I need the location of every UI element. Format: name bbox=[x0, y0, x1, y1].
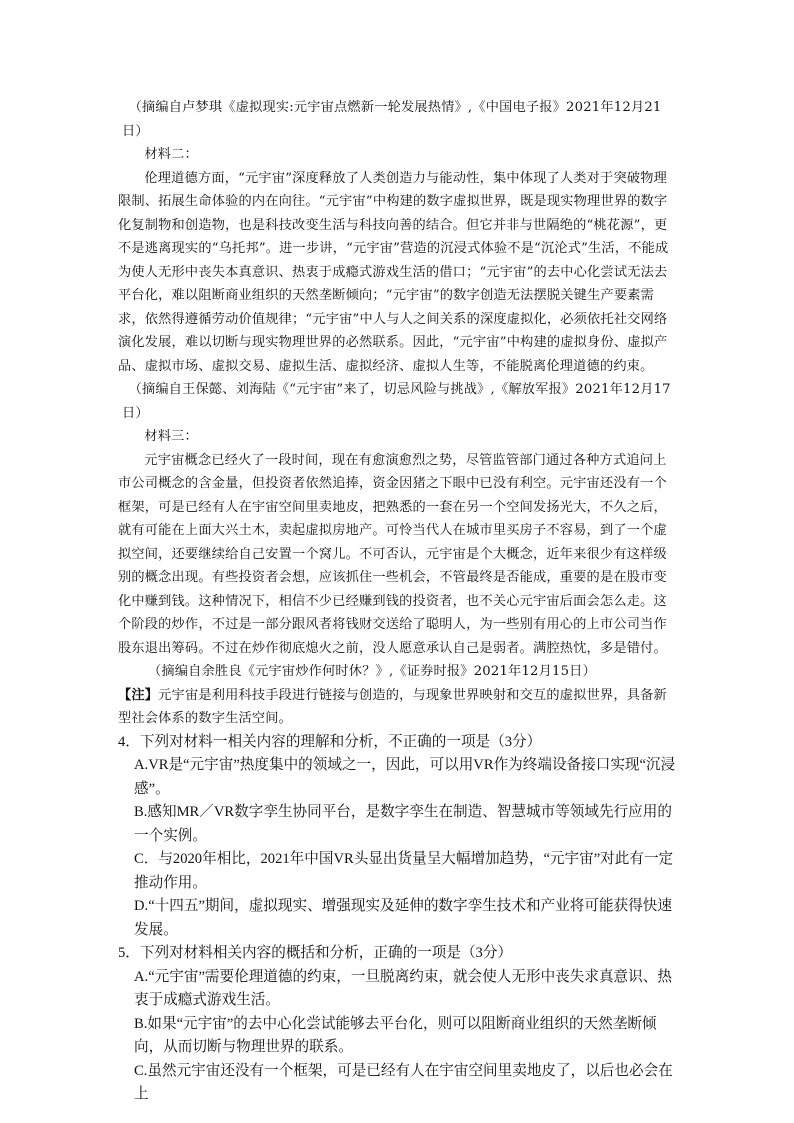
note-body: 元宇宙是利用科技手段进行链接与创造的，与现象世界映射和交互的虚拟世界，具备新型社会体系的数字生活空间。 bbox=[118, 687, 667, 726]
material-3-body: 元宇宙概念已经火了一段时间，现在有愈演愈烈之势，尽管监管部门通过各种方式追问上市公司概念的含金量，但投资者依然追捧，资金因猪之下眼中已没有利空。元宇宙还没有一个框架，可是已经有人在宇宙空间里卖地皮，把熟悉的一套在另一个空间发扬光大，不久之后，就有可能在上面大兴土木，卖起虚拟房地产。可怜当代人在城市里买房子不容易，到了一个虚拟空间，还要继续给自己安置一个窝儿。不可否认，元宇宙是个大概念，近年来很少有这样级别的概念出现。有些投资者会想，应该抓住一些机会，不管最终是否能成，重要的是在股市变化中赚到钱。这种情况下，相信不少已经赚到钱的投资者，也不关心元宇宙后面会怎么走。这个阶段的炒作，不过是一部分跟风者将钱财交送给了聪明人，为一些别有用心的上市公司当作股东退出筹码。不过在炒作彻底熄火之前，没人愿意承认自己是弱者。满腔热忱，多是错付。 bbox=[118, 452, 667, 656]
question-4-stem: 4．下列对材料一相关内容的理解和分析，不正确的一项是（3分） bbox=[118, 733, 542, 750]
material-2-heading: 材料二： bbox=[144, 147, 198, 162]
question-4-option-d: D.“十四五”期间，虚拟现实、增强现实及延伸的数字孪生技术和产业将可能获得快速发展。 bbox=[134, 898, 672, 938]
material-2-body: 伦理道德方面，“元宇宙”深度释放了人类创造力与能动性，集中体现了人类对于突破物理限制、拓展生命体验的内在向往。“元宇宙”中构建的数字虚拟世界，既是现实物理世界的数字化复制物和创造物，也是科技改变生活与科技向善的结合。但它并非与世隔绝的“桃花源”，更不是逃离现实的“乌托邦”。进一步讲，“元宇宙”营造的沉浸式体验不是“沉沦式”生活，不能成为使人无形中丧失本真意识、热衷于成瘾式游戏生活的借口；“元宇宙”的去中心化尝试无法去平台化，难以阻断商业组织的天然垄断倾向；“元宇宙”的数字创造无法摆脱关键生产要素需求，依然得遵循劳动价值规律；“元宇宙”中人与人之间关系的深度虚拟化，必须依托社交网络演化发展，难以切断与现实物理世界的必然联系。因此，“元宇宙”中构建的虚拟身份、虚拟产品、虚拟市场、虚拟交易、虚拟生活、虚拟经济、虚拟人生等，不能脱离伦理道德的约束。 bbox=[118, 170, 669, 374]
question-5-option-c: C.虽然元宇宙还没有一个框架，可是已经有人在宇宙空间里卖地皮了，以后也必会在上 bbox=[134, 1062, 673, 1102]
note-tag: 【注】 bbox=[118, 687, 159, 703]
question-5-option-b: B.如果“元宇宙”的去中心化尝试能够去平台化，则可以阻断商业组织的天然垄断倾向，从而切断与物理世界的联系。 bbox=[134, 1015, 657, 1055]
question-5-option-a: A.“元宇宙”需要伦理道德的约束，一旦脱离约束，就会使人无形中丧失求真意识、热衷于成瘾式游戏生活。 bbox=[134, 968, 672, 1008]
exam-page bbox=[118, 96, 678, 1107]
source-citation-3: （摘编自余胜良《元宇宙炒作何时休？》,《证券时报》2021年12月15日） bbox=[148, 664, 596, 679]
question-5-stem: 5．下列对材料相关内容的概括和分析，正确的一项是（3分） bbox=[118, 945, 513, 961]
note bbox=[118, 684, 678, 731]
question-4-option-a: A.VR是“元宇宙”热度集中的领域之一，因此，可以用VR作为终端设备接口实现“沉浸感”。 bbox=[134, 757, 676, 797]
source-citation-2: （摘编自王保懿、刘海陆《“元宇宙”来了，切忌风险与挑战》,《解放军报》2021年12月17日） bbox=[122, 382, 671, 421]
question-4-option-b: B.感知MR／VR数字孪生协同平台，是数字孪生在制造、智慧城市等领域先行应用的一个实例。 bbox=[134, 804, 672, 844]
question-4-option-c: C．与2020年相比，2021年中国VR头显出货量呈大幅增加趋势，“元宇宙”对此有一定推动作用。 bbox=[134, 851, 674, 891]
source-citation-1: （摘编自卢梦琪《虚拟现实:元宇宙点燃新一轮发展热情》,《中国电子报》2021年12月21日） bbox=[122, 100, 662, 139]
material-3-heading: 材料三： bbox=[144, 429, 198, 444]
